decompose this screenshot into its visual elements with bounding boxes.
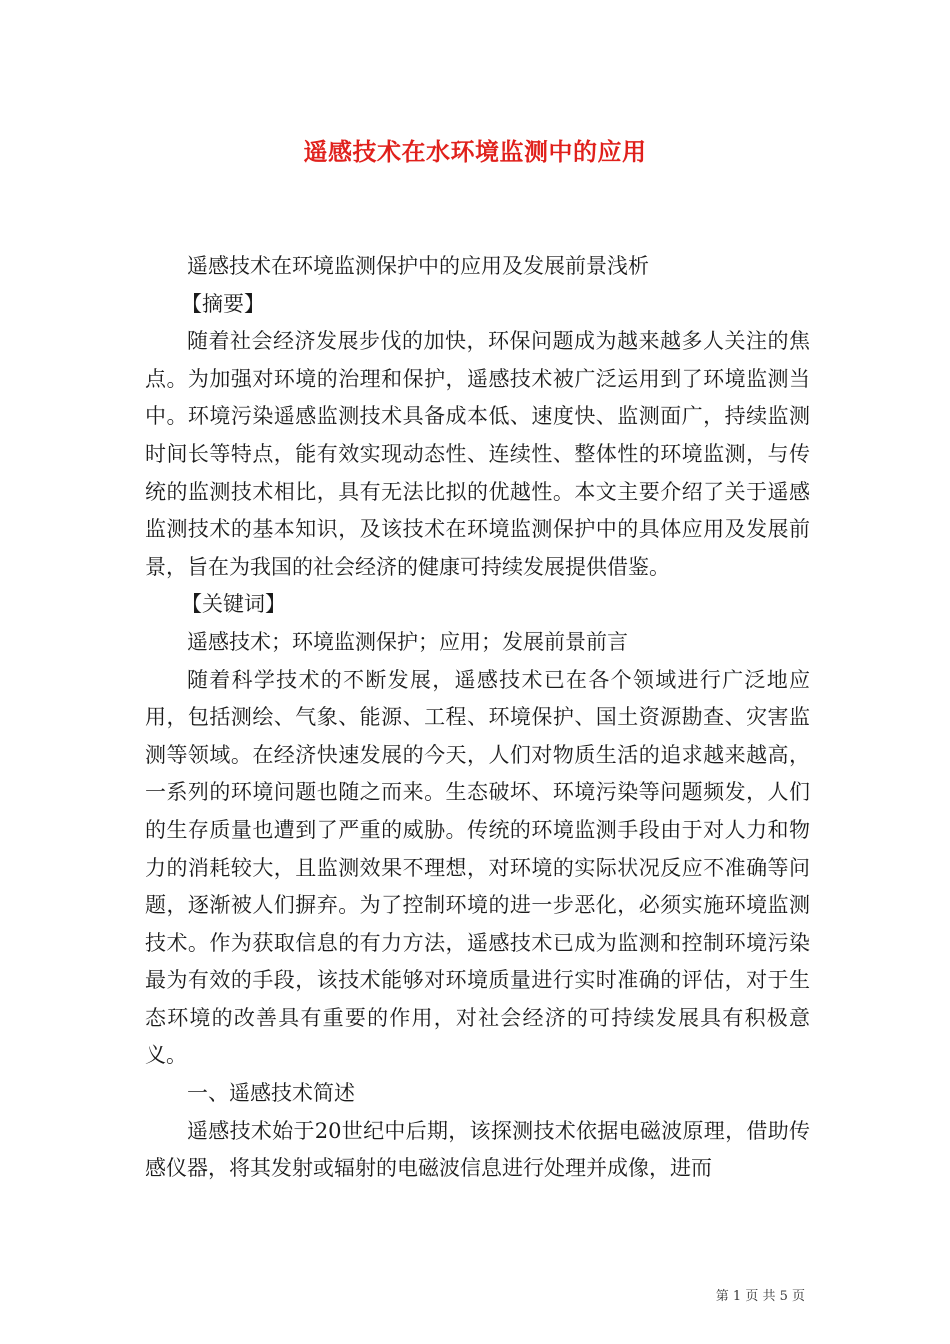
abstract-paragraph: 随着社会经济发展步伐的加快，环保问题成为越来越多人关注的焦点。为加强对环境的治理和保护，遥感技术被广泛运用到了环境监测当中。环境污染遥感监测技术具备成本低、速度快、监测面广，持续监测时间长等特点，能有效实现动态性、连续性、整体性的环境监测，与传统的监测技术相比，具有无法比拟的优越性。本文主要介绍了关于遥感监测技术的基本知识，及该技术在环境监测保护中的具体应用及发展前景，旨在为我国的社会经济的健康可持续发展提供借鉴。 xyxy=(145,329,810,579)
section-paragraph: 遥感技术始于20世纪中后期，该探测技术依据电磁波原理，借助传感仪器，将其发射或辐射的电磁波信息进行处理并成像，进而 xyxy=(145,1118,810,1181)
subtitle: 遥感技术在环境监测保护中的应用及发展前景浅析 xyxy=(187,254,649,278)
document-body xyxy=(145,248,810,1188)
document-title: 遥感技术在水环境监测中的应用 xyxy=(303,137,647,166)
page-number: 第 1 页 共 5 页 xyxy=(715,1289,805,1304)
abstract-heading: 【摘要】 xyxy=(181,291,265,316)
keywords-heading: 【关键词】 xyxy=(181,592,286,617)
section-heading: 一、遥感技术简述 xyxy=(187,1081,355,1106)
keywords-paragraph: 遥感技术；环境监测保护；应用；发展前景前言 xyxy=(187,629,628,654)
intro-paragraph: 随着科学技术的不断发展，遥感技术已在各个领域进行广泛地应用，包括测绘、气象、能源、工程、环境保护、国土资源勘查、灾害监测等领域。在经济快速发展的今天，人们对物质生活的追求越来越高，一系列的环境问题也随之而来。生态破坏、环境污染等问题频发，人们的生存质量也遭到了严重的威胁。传统的环境监测手段由于对人力和物力的消耗较大，且监测效果不理想，对环境的实际状况反应不准确等问题，逐渐被人们摒弃。为了控制环境的进一步恶化，必须实施环境监测技术。作为获取信息的有力方法，遥感技术已成为监测和控制环境污染最为有效的手段，该技术能够对环境质量进行实时准确的评估，对于生态环境的改善具有重要的作用，对社会经济的可持续发展具有积极意义。 xyxy=(145,667,810,1068)
